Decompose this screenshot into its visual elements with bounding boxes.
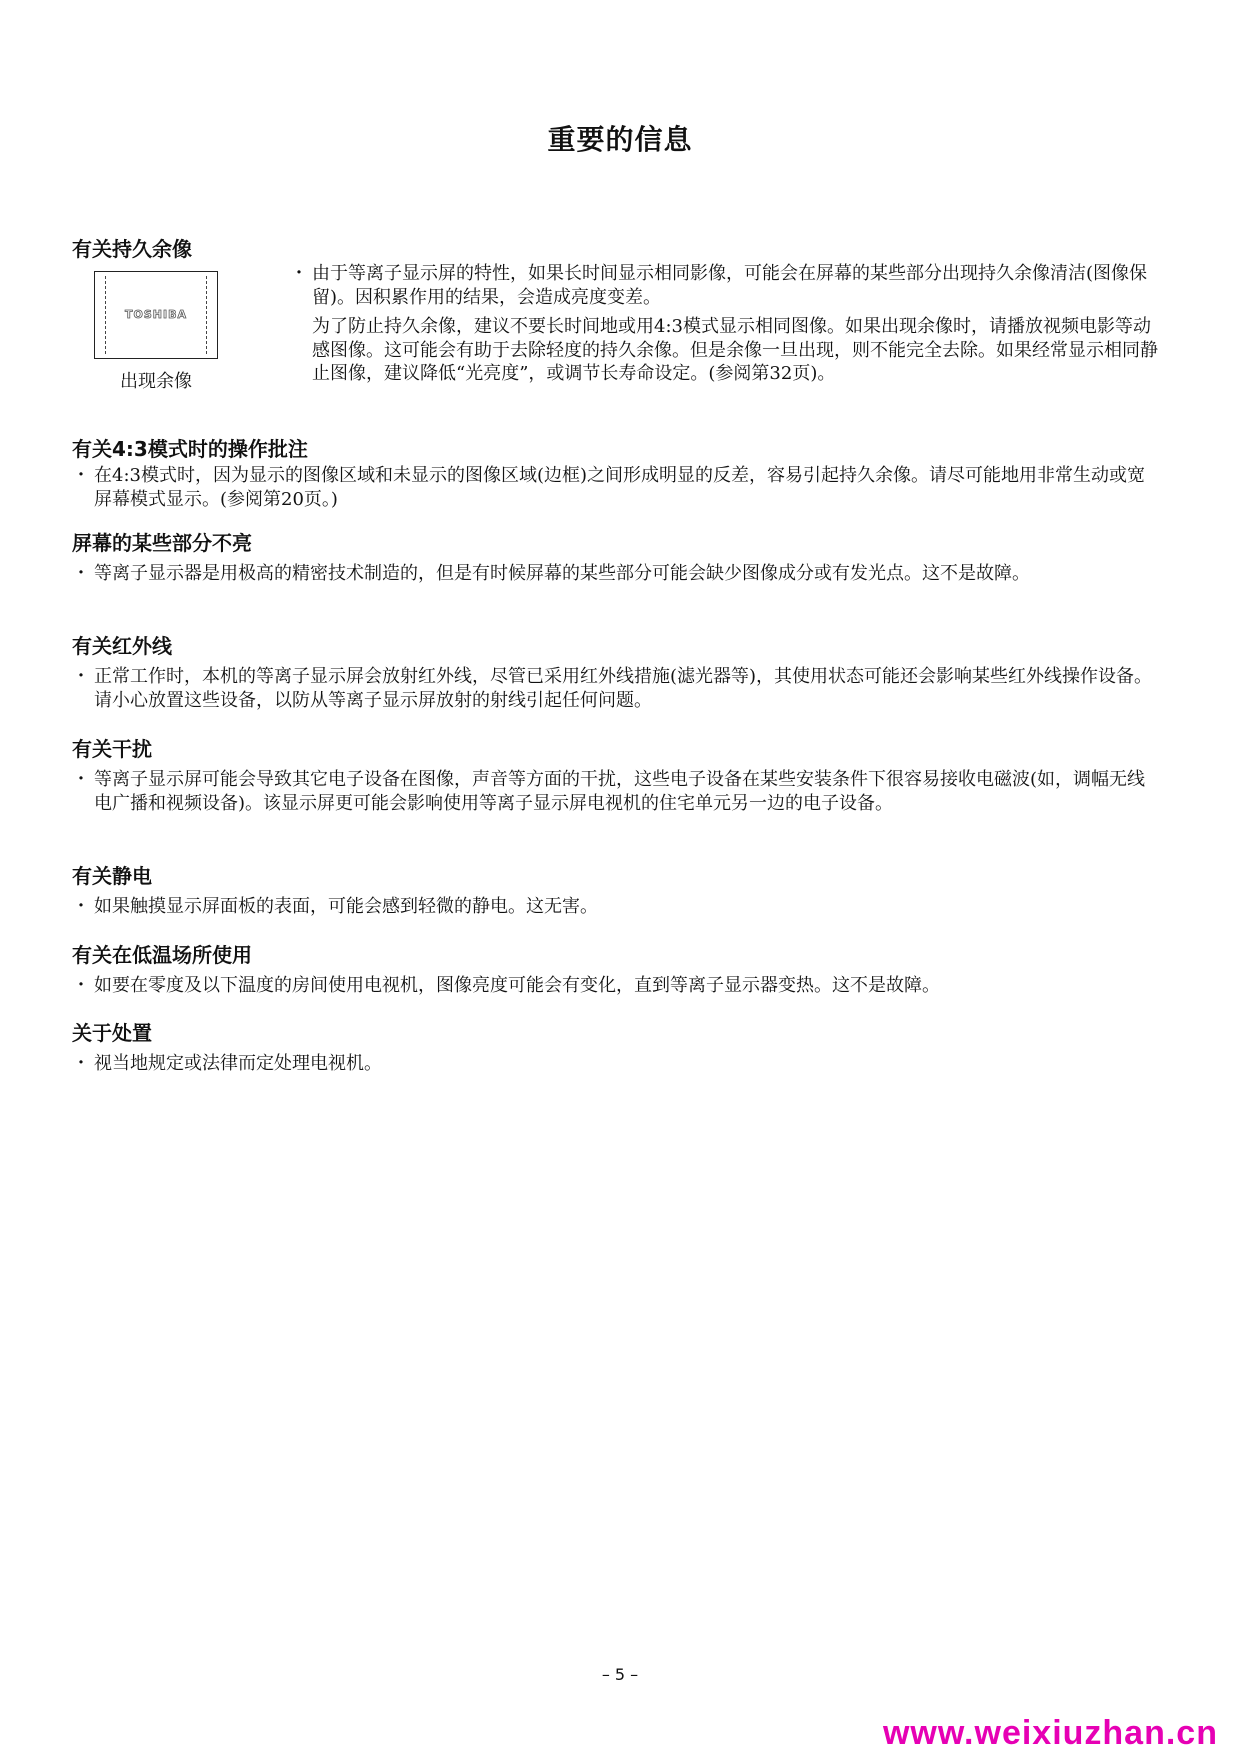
paragraph: ・ 视当地规定或法律而定处理电视机。: [72, 1052, 1162, 1076]
section-static: [72, 863, 1162, 919]
paragraph: ・ 如果触摸显示屏面板的表面，可能会感到轻微的静电。这无害。: [72, 895, 1162, 919]
section-disposal: [72, 1020, 1162, 1076]
section-heading: 有关4:3模式时的操作批注: [72, 437, 308, 461]
paragraph: 为了防止持久余像，建议不要长时间地或用4:3模式显示相同图像。如果出现余像时，请播放视频电影等动感图像。这可能会有助于去除轻度的持久余像。但是余像一旦出现，则不能完全去除。如果经常显示相同静止图像，建议降低“光亮度”，或调节长寿命设定。(参阅第32页)。: [312, 316, 1158, 384]
section-heading: 有关静电: [72, 864, 152, 888]
paragraph: ・ 等离子显示屏可能会导致其它电子设备在图像，声音等方面的干扰，这些电子设备在某些安装条件下很容易接收电磁波(如，调幅无线电广播和视频设备)。该显示屏更可能会影响使用等离子显示屏电视机的住宅单元另一边的电子设备。: [72, 768, 1162, 815]
toshiba-logo: TOSHIBA: [125, 308, 187, 321]
section-heading: 关于处置: [72, 1021, 152, 1045]
section-heading: 屏幕的某些部分不亮: [72, 531, 252, 555]
site-watermark: www.weixiuzhan.cn: [882, 1714, 1218, 1752]
page-number: – 5 –: [601, 1665, 639, 1684]
afterimage-figure: [94, 271, 220, 393]
figure-caption: 出现余像: [120, 371, 192, 392]
paragraph: ・ 正常工作时，本机的等离子显示屏会放射红外线，尽管已采用红外线措施(滤光器等)，其使用状态可能还会影响某些红外线操作设备。请小心放置这些设备，以防从等离子显示屏放射的射线引起任何问题。: [72, 665, 1162, 712]
paragraph: ・ 等离子显示器是用极高的精密技术制造的，但是有时候屏幕的某些部分可能会缺少图像成分或有发光点。这不是故障。: [72, 562, 1162, 586]
section-heading: 有关干扰: [72, 737, 152, 761]
section-4-3-mode: [72, 436, 1162, 511]
section-infrared: [72, 633, 1162, 712]
paragraph: ・ 在4:3模式时，因为显示的图像区域和未显示的图像区域(边框)之间形成明显的反差，容易引起持久余像。请尽可能地用非常生动或宽屏幕模式显示。(参阅第20页。): [72, 464, 1162, 511]
section-heading: 有关红外线: [72, 634, 172, 658]
section-low-temperature: [72, 942, 1162, 998]
section-dead-pixels: [72, 530, 1162, 586]
section-heading: 有关持久余像: [72, 237, 192, 261]
section-heading: 有关在低温场所使用: [72, 943, 252, 967]
afterimage-text: [290, 262, 1162, 386]
page-title: 重要的信息: [547, 123, 693, 156]
tv-screen-illustration: [94, 271, 218, 359]
paragraph: ・ 由于等离子显示屏的特性，如果长时间显示相同影像，可能会在屏幕的某些部分出现持久余像清洁(图像保留)。因积累作用的结果，会造成亮度变差。: [290, 262, 1162, 309]
paragraph: ・ 如要在零度及以下温度的房间使用电视机，图像亮度可能会有变化，直到等离子显示器变热。这不是故障。: [72, 974, 1162, 998]
section-interference: [72, 736, 1162, 815]
